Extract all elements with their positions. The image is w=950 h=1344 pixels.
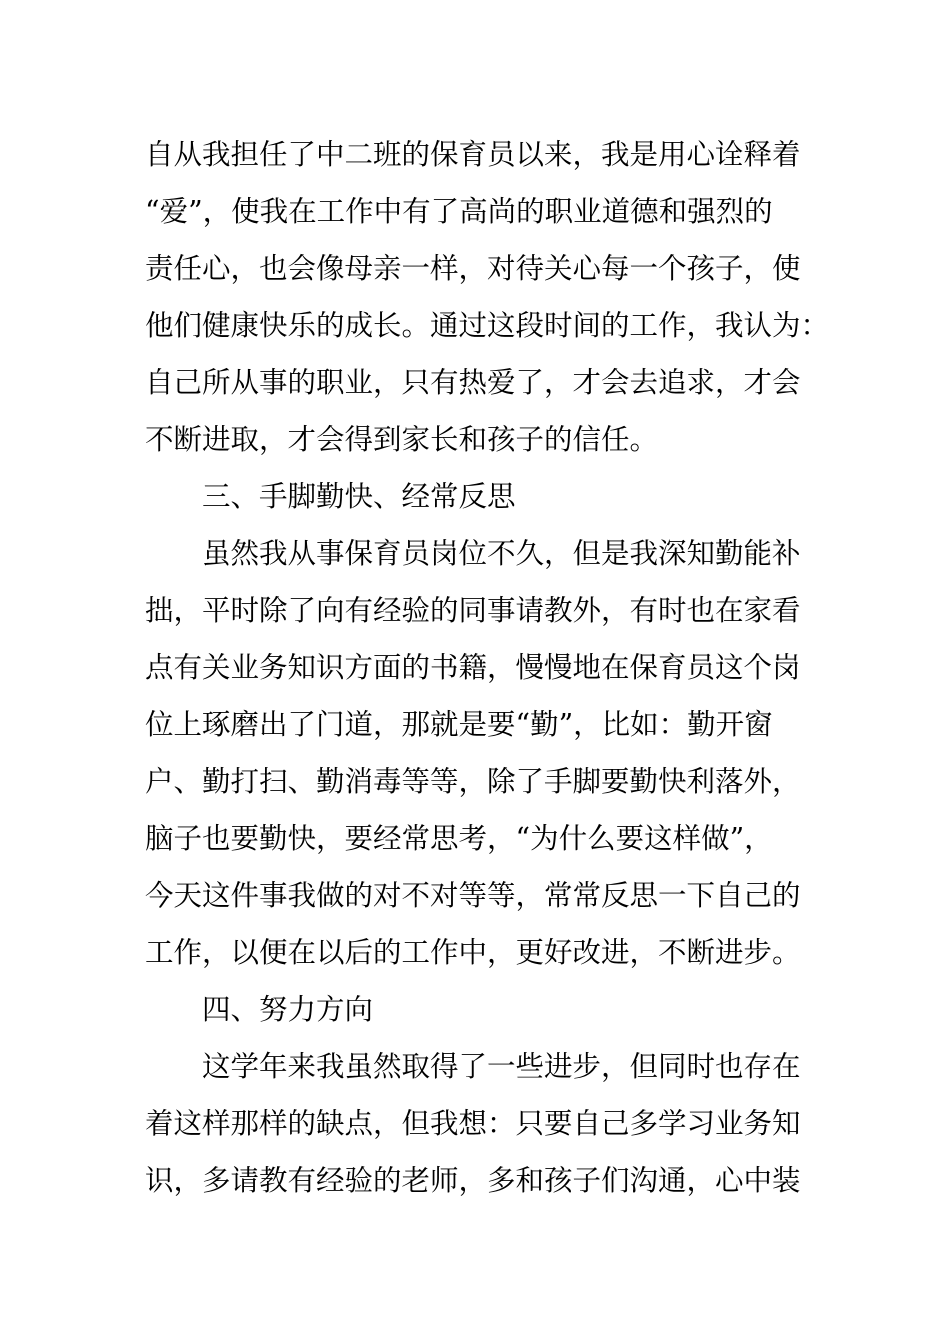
section-heading: 四、努力方向: [202, 993, 374, 1026]
text-line: 不断进取，才会得到家长和孩子的信任。: [145, 423, 659, 456]
text-line: 点有关业务知识方面的书籍，慢慢地在保育员这个岗: [145, 651, 801, 684]
text-line: 脑子也要勤快，要经常思考，“为什么要这样做”，: [145, 822, 773, 855]
text-line: 今天这件事我做的对不对等等，常常反思一下自己的: [145, 879, 801, 912]
text-line: 虽然我从事保育员岗位不久，但是我深知勤能补: [202, 537, 801, 570]
text-line: 位上琢磨出了门道，那就是要“勤”，比如：勤开窗: [145, 708, 773, 741]
document-body: [145, 126, 830, 1209]
text-line: 着这样那样的缺点，但我想：只要自己多学习业务知: [145, 1107, 801, 1140]
text-line: 这学年来我虽然取得了一些进步，但同时也存在: [202, 1050, 801, 1083]
text-line: 工作，以便在以后的工作中，更好改进，不断进步。: [145, 936, 801, 969]
text-line: 识，多请教有经验的老师，多和孩子们沟通，心中装: [145, 1164, 801, 1197]
text-line: 责任心，也会像母亲一样，对待关心每一个孩子，使: [145, 252, 801, 285]
text-line: 户、勤打扫、勤消毒等等，除了手脚要勤快利落外，: [145, 765, 801, 798]
text-line: 自从我担任了中二班的保育员以来，我是用心诠释着: [145, 138, 801, 171]
text-line: “爱”，使我在工作中有了高尚的职业道德和强烈的: [145, 195, 773, 228]
text-line: 自己所从事的职业，只有热爱了，才会去追求，才会: [145, 366, 801, 399]
section-heading: 三、手脚勤快、经常反思: [202, 480, 516, 513]
text-line: 他们健康快乐的成长。通过这段时间的工作，我认为：: [145, 309, 830, 342]
text-line: 拙，平时除了向有经验的同事请教外，有时也在家看: [145, 594, 801, 627]
